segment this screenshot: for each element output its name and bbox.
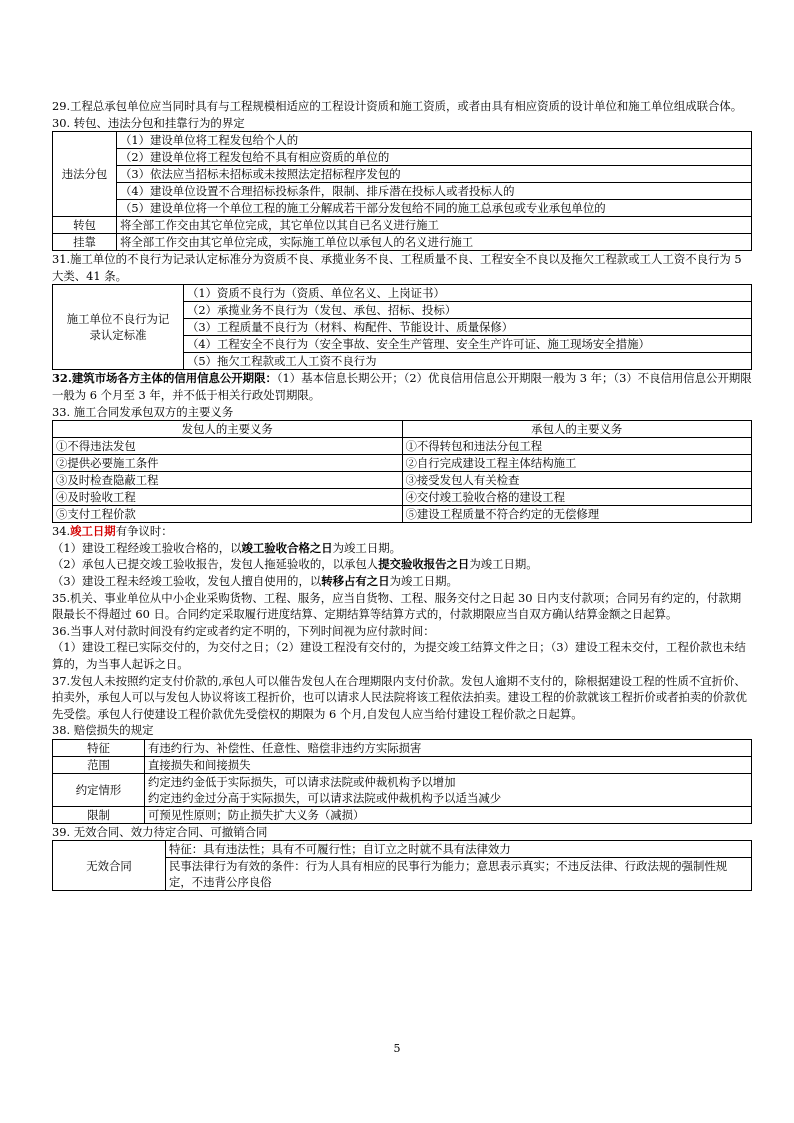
item-32-bold: 32.建筑市场各方主体的信用信息公开期限： <box>52 371 277 386</box>
item-34-heading <box>52 523 752 540</box>
bad-behavior-table <box>52 284 752 370</box>
guakao-label: 挂靠 <box>53 234 117 251</box>
text: 为竣工日期。 <box>469 557 538 572</box>
table-row <box>53 166 752 183</box>
list-item: （4）工程安全不良行为（安全事故、安全生产管理、安全生产许可证、施工现场安全措施） <box>184 336 752 353</box>
item-29: 29.工程总承包单位应当同时具有与工程规模相适应的工程设计资质和施工资质，或者由具有相应资质的设计单位和施工单位组成联合体。 <box>52 99 743 113</box>
text: 为竣工日期。 <box>389 573 458 588</box>
line: 约定违约金低于实际损失，可以请求法院或仲裁机构予以增加 <box>148 774 456 789</box>
table-row <box>53 739 752 756</box>
text: （2）承包人已提交竣工验收报告，发包人拖延验收的，以承包人 <box>52 557 379 572</box>
table-row <box>53 234 752 251</box>
item-30-heading: 30. 转包、违法分包和挂靠行为的界定 <box>52 115 245 130</box>
list-item: （2）建设单位将工程发包给不具有相应资质的单位的 <box>117 149 752 166</box>
bold-text: 竣工验收合格之日 <box>241 540 333 555</box>
row-label: 特征 <box>53 739 145 756</box>
list-item: （5）拖欠工程款或工人工资不良行为 <box>184 353 752 370</box>
item-37: 37.发包人未按照约定支付价款的,承包人可以催告发包人在合理期限内支付价款。发包人逾期不支付的，除根据建设工程的性质不宜折价、拍卖外，承包人可以与发包人协议将该工程折价，也可以请求人民法院将该工程依法拍卖。建设工程的价款就该工程折价或者拍卖的价款优先受偿。承包人行使建设工程价款优先受偿权的期限为 6 个月,自发包人应当给付建设工程价款之日起算。 <box>52 673 747 721</box>
item-36-detail: （1）建设工程已实际交付的，为交付之日；（2）建设工程没有交付的，为提交竣工结算文件之日；（3）建设工程未交付，工程价款也未结算的，为当事人起诉之日。 <box>52 640 746 671</box>
table-row <box>53 149 752 166</box>
table-cell: ④及时验收工程 <box>53 489 403 506</box>
table-cell: ③及时检查隐蔽工程 <box>53 472 403 489</box>
table-cell: ②提供必要施工条件 <box>53 455 403 472</box>
zhuanbao-text: 将全部工作交由其它单位完成，其它单位以其自已名义进行施工 <box>117 217 752 234</box>
table-row <box>53 756 752 773</box>
table-row <box>53 455 752 472</box>
item-34-line-2 <box>52 556 752 573</box>
row-label: 范围 <box>53 756 145 773</box>
table-cell: 可预见性原则；防止损失扩大义务（减损） <box>145 806 752 823</box>
table-cell: 有违约行为、补偿性、任意性、赔偿非违约方实际损害 <box>145 739 752 756</box>
document-body <box>52 98 752 891</box>
item-36: 36.当事人对付款时间没有约定或者约定不明的，下列时间视为应付款时间： <box>52 623 435 638</box>
table-row <box>53 506 752 523</box>
table-cell: 直接损失和间接损失 <box>145 756 752 773</box>
text: 为竣工日期。 <box>332 540 401 555</box>
table-row <box>53 217 752 234</box>
table-cell <box>145 773 752 806</box>
zhuanbao-label: 转包 <box>53 217 117 234</box>
item-number: 34. <box>52 524 71 539</box>
line: 约定违约金过分高于实际损失，可以请求法院或仲裁机构予以适当减少 <box>148 790 502 805</box>
list-item: （1）建设单位将工程发包给个人的 <box>117 132 752 149</box>
item-34-tail: 有争议时： <box>115 524 173 539</box>
item-38-heading: 38. 赔偿损失的规定 <box>52 723 154 738</box>
completion-date-term: 竣工日期 <box>70 524 116 539</box>
list-item: （5）建设单位将一个单位工程的施工分解成若干部分发包给不同的施工总承包或专业承包单位的 <box>117 200 752 217</box>
table-cell: ④交付竣工验收合格的建设工程 <box>402 489 752 506</box>
item-32 <box>52 370 752 403</box>
table-cell: ②自行完成建设工程主体结构施工 <box>402 455 752 472</box>
table-cell: ③接受发包人有关检查 <box>402 472 752 489</box>
table-row <box>53 773 752 806</box>
subcontract-table <box>52 131 752 251</box>
row-label: 限制 <box>53 806 145 823</box>
obligations-table <box>52 420 752 523</box>
guakao-text: 将全部工作交由其它单位完成，实际施工单位以承包人的名义进行施工 <box>117 234 752 251</box>
table-cell: 民事法律行为有效的条件：行为人具有相应的民事行为能力；意思表示真实；不违反法律、行政法规的强制性规定，不违背公序良俗 <box>166 858 752 891</box>
illegal-subcontract-label: 违法分包 <box>53 132 117 217</box>
bold-text: 转移占有之日 <box>321 573 390 588</box>
column-header: 承包人的主要义务 <box>402 421 752 438</box>
table-row <box>53 806 752 823</box>
table-cell: ①不得转包和违法分包工程 <box>402 438 752 455</box>
damages-table <box>52 739 752 824</box>
page-number: 5 <box>393 1042 401 1055</box>
bad-behavior-label: 施工单位不良行为记录认定标准 <box>53 285 184 370</box>
list-item: （2）承揽业务不良行为（发包、承包、招标、投标） <box>184 302 752 319</box>
contract-validity-table <box>52 840 752 891</box>
invalid-contract-label: 无效合同 <box>53 841 166 891</box>
table-header-row <box>53 421 752 438</box>
text: （3）建设工程未经竣工验收，发包人擅自使用的，以 <box>52 573 322 588</box>
item-31: 31.施工单位的不良行为记录认定标准分为资质不良、承揽业务不良、工程质量不良、工程安全不良以及拖欠工程款或工人工资不良行为 5 大类、41 条。 <box>52 252 742 283</box>
table-row <box>53 472 752 489</box>
table-row <box>53 183 752 200</box>
table-row <box>53 200 752 217</box>
table-cell: ①不得违法发包 <box>53 438 403 455</box>
item-34-line-1 <box>52 540 752 557</box>
table-row <box>53 285 752 302</box>
item-32-text: （1）基本信息长期公开；（2）优良信用信息公开期限一般为 3 年；（3）不良信用信息公开期限一般为 6 个月至 3 年，并不低于相关行政处罚期限。 <box>52 371 752 402</box>
table-row <box>53 841 752 858</box>
list-item: （4）建设单位设置不合理招标投标条件，限制、排斥潜在投标人或者投标人的 <box>117 183 752 200</box>
table-row <box>53 438 752 455</box>
bold-text: 提交验收报告之日 <box>378 557 470 572</box>
column-header: 发包人的主要义务 <box>53 421 403 438</box>
item-33-heading: 33. 施工合同发承包双方的主要义务 <box>52 404 234 419</box>
table-cell: ⑤建设工程质量不符合约定的无偿修理 <box>402 506 752 523</box>
item-39-heading: 39. 无效合同、效力待定合同、可撤销合同 <box>52 824 268 839</box>
table-row <box>53 132 752 149</box>
row-label: 约定情形 <box>53 773 145 806</box>
list-item: （3）工程质量不良行为（材料、构配件、节能设计、质量保修） <box>184 319 752 336</box>
list-item: （1）资质不良行为（资质、单位名义、上岗证书） <box>184 285 752 302</box>
item-35: 35.机关、事业单位从中小企业采购货物、工程、服务，应当自货物、工程、服务交付之日起 30 日内支付款项；合同另有约定的，付款期限最长不得超过 60 日。合同约定采取履行进度结算、定期结算等结算方式的，付款期限应当自双方确认结算金额之日起算。 <box>52 590 742 622</box>
text: （1）建设工程经竣工验收合格的，以 <box>52 540 242 555</box>
table-row <box>53 489 752 506</box>
list-item: （3）依法应当招标未招标或未按照法定招标程序发包的 <box>117 166 752 183</box>
item-34-line-3 <box>52 573 752 590</box>
table-cell: 特征：具有违法性；具有不可履行性；自订立之时就不具有法律效力 <box>166 841 752 858</box>
table-cell: ⑤支付工程价款 <box>53 506 403 523</box>
